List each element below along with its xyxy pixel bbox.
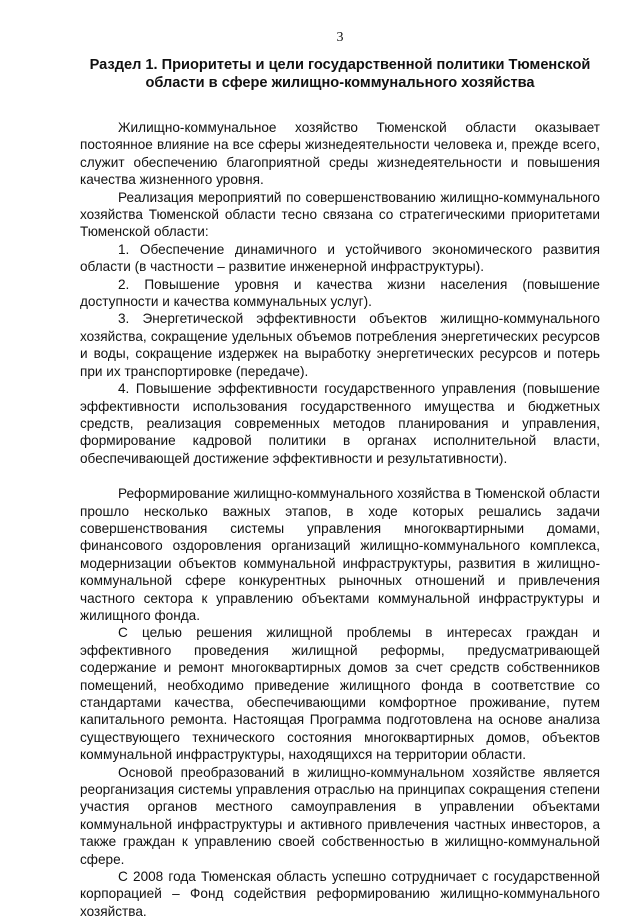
paragraph-priority-1: 1. Обеспечение динамичного и устойчивого экономического развития области (в частности – развитие инженерной инфраструктуры). xyxy=(80,241,600,275)
paragraph-priority-4: 4. Повышение эффективности государственного управления (повышение эффективности использования государственного имущества и бюджетных средств, реализация современных методов планирования и управления, формирование кадровой политики в органах исполнительной власти, обеспечивающей достижение эффективности и результативности). xyxy=(80,381,600,466)
paragraph-priorities-intro: Реализация мероприятий по совершенствованию жилищно-коммунального хозяйства Тюменской области тесно связана со стратегическими приоритетами Тюменской области: xyxy=(80,189,600,240)
paragraph-reorganization: Основой преобразований в жилищно-коммунальном хозяйстве является реорганизация системы управления отраслью на принципах сокращения степени участия органов местного самоуправления в управлении объектами коммунальной инфраструктуры и активного привлечения частных инвесторов, а также граждан к управлению своей собственностью в жилищно-коммунальной сфере. xyxy=(80,764,600,867)
page-number: 3 xyxy=(336,30,344,45)
paragraph-housing-problem: С целью решения жилищной проблемы в интересах граждан и эффективного проведения жилищной реформы, предусматривающей содержание и ремонт многоквартирных домов за счет средств собственников помещений, необходимо приведение жилищного фонда в соответствие со стандартами качества, обеспечивающими комфортное проживание, путем капитального ремонта. Настоящая Программа подготовлена на основе анализа существующего технического состояния многоквартирных домов, объектов коммунальной инфраструктуры, находящихся на территории области. xyxy=(80,625,600,763)
paragraph-reform-stages: Реформирование жилищно-коммунального хозяйства в Тюменской области прошло несколько важных этапов, в ходе которых решались задачи совершенствования системы управления многоквартирными домами, финансового оздоровления организаций жилищно-коммунального комплекса, модернизации объектов коммунальной инфраструктуры, развития в жилищно-коммунальной сфере конкурентных рыночных отношений и привлечения частного сектора к управлению объектами коммунальной инфраструктуры и жилищного фонда. xyxy=(80,486,600,623)
section-title: Раздел 1. Приоритеты и цели государственной политики Тюменской области в сфере жилищно-коммунального хозяйства xyxy=(89,57,591,91)
paragraph-fund-cooperation: С 2008 года Тюменская область успешно сотрудничает с государственной корпорацией – Фонд содействия реформированию жилищно-коммунального хозяйства. xyxy=(80,869,600,919)
paragraph-priority-3: 3. Энергетической эффективности объектов жилищно-коммунального хозяйства, сокращение удельных объемов потребления энергетических ресурсов и воды, сокращение издержек на выработку энергетических ресурсов и потерь при их транспортировке (передаче). xyxy=(80,311,600,379)
paragraph-intro: Жилищно-коммунальное хозяйство Тюменской области оказывает постоянное влияние на все сферы жизнедеятельности человека и, прежде всего, служит обеспечению благоприятной среды жизнедеятельности и повышения качества жизненного уровня. xyxy=(80,120,600,188)
paragraph-priority-2: 2. Повышение уровня и качества жизни населения (повышение доступности и качества коммунальных услуг). xyxy=(80,276,600,310)
document-body xyxy=(80,119,600,920)
